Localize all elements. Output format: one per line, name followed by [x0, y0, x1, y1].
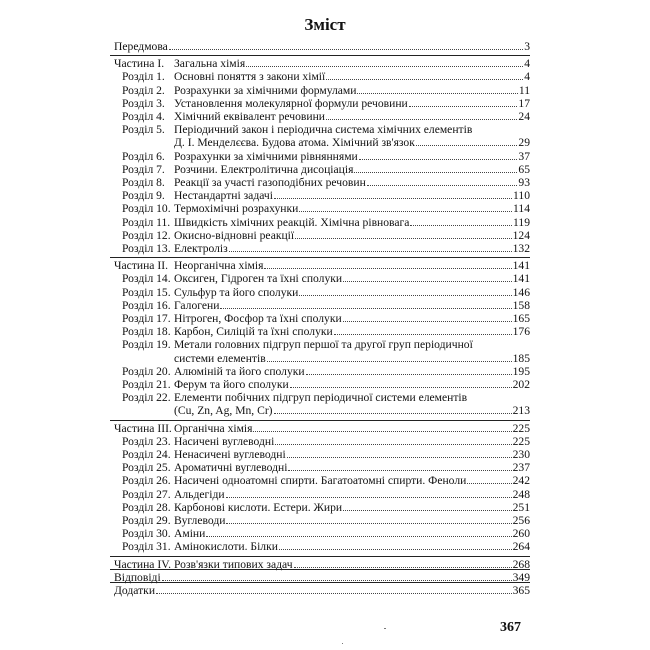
toc-entry-title: Сульфур та його сполуки: [174, 285, 299, 299]
toc-entry-label: Розділ 22.: [122, 391, 171, 405]
toc-entry-page: 237: [512, 461, 530, 475]
toc-section-entry: [110, 378, 530, 391]
toc-entry-page: 230: [512, 448, 530, 461]
toc-entry-page: 141: [512, 272, 530, 286]
toc-section-entry: [110, 435, 530, 448]
toc-entry-label: Розділ 15.: [122, 285, 171, 299]
toc-entry-title: Неорганічна хімія: [174, 259, 264, 273]
toc-entry-label: Розділ 24.: [122, 448, 171, 461]
dot-leader: [299, 294, 511, 296]
dot-leader: [467, 482, 511, 484]
toc-entry-page: 158: [512, 298, 530, 312]
dot-leader: [288, 469, 511, 471]
toc-entry-label: Розділ 18.: [122, 325, 171, 339]
dot-leader: [359, 158, 518, 160]
toc-section-entry: [110, 202, 530, 215]
toc-entry-page: 24: [518, 110, 530, 123]
toc-entry-title: Алюміній та його сполуки: [174, 364, 305, 378]
toc-entry-title: Ферум та його сполуки: [174, 378, 289, 391]
toc-entry-page: 3: [524, 40, 530, 53]
dot-leader: [294, 566, 512, 568]
toc-entry-label: Розділ 21.: [122, 378, 171, 391]
toc-entry-page: 225: [512, 434, 530, 448]
toc-entry-title: Реакції за участі газоподібних речовин: [174, 176, 366, 189]
toc-section-entry: [110, 123, 530, 149]
toc-section-entry: [110, 448, 530, 461]
toc-entry-title: Розчини. Електролітична дисоціація: [174, 162, 354, 176]
toc-entry-label: Розділ 31.: [122, 540, 171, 554]
toc-entry-title: Електроліз: [174, 242, 228, 255]
section-divider: [110, 582, 530, 583]
toc-section-entry: [110, 488, 530, 501]
dot-leader: [299, 210, 512, 212]
section-divider: [110, 569, 530, 570]
toc-entry-title: Амінокислоти. Білки: [174, 540, 278, 554]
dot-leader: [326, 118, 517, 120]
toc-entry-page: 260: [512, 527, 530, 541]
toc-entry-page: 4: [524, 70, 530, 84]
toc-entry-page: 225: [512, 421, 530, 435]
toc-entry-page: 141: [512, 259, 530, 273]
toc-entry-label: Розділ 13.: [122, 242, 171, 255]
toc-entry-page: 256: [512, 514, 530, 527]
dot-leader: [290, 386, 512, 388]
toc-entry-label: Розділ 7.: [122, 162, 165, 176]
dot-leader: [267, 360, 512, 362]
toc-section-entry: [110, 474, 530, 487]
toc-entry-title: Відповіді: [114, 570, 161, 584]
toc-entry-title: Карбон, Силіцій та їхні сполуки: [174, 325, 333, 339]
toc-entry-page: 264: [512, 540, 530, 554]
toc-section-entry: [110, 461, 530, 474]
toc-section-entry: [110, 338, 530, 364]
toc-entry-title: Насичені вуглеводні: [174, 434, 275, 448]
toc-entry-title: Загальна хімія: [174, 57, 246, 71]
dot-leader: [162, 579, 512, 581]
toc-section-entry: [110, 312, 530, 325]
dot-leader: [343, 320, 512, 322]
section-divider: [110, 55, 530, 56]
toc-entry-page: 29: [518, 136, 530, 150]
toc-section-entry: [110, 189, 530, 202]
toc-entry-page: 37: [518, 149, 530, 163]
toc-entry-page: 110: [513, 189, 530, 203]
toc-entry-title: (Cu, Zn, Ag, Mn, Cr): [174, 404, 273, 418]
dot-leader: [354, 171, 517, 173]
dot-leader: [274, 412, 512, 414]
toc-entry-title: Карбонові кислоти. Естери. Жири: [174, 500, 343, 514]
toc-section-entry: [110, 365, 530, 378]
toc-part-entry: [110, 57, 530, 70]
page-title: Зміст: [304, 15, 346, 34]
dot-leader: [275, 443, 511, 445]
toc-entry-label: Розділ 6.: [122, 149, 165, 163]
dot-leader: [416, 144, 518, 146]
toc-section-entry: [110, 216, 530, 229]
dot-leader: [367, 184, 518, 186]
dot-leader: [169, 48, 523, 50]
dot-leader: [279, 548, 512, 550]
toc-entry-label: Розділ 16.: [122, 298, 171, 312]
toc-section-entry: [110, 272, 530, 285]
toc-section-entry: [110, 110, 530, 123]
dot-leader: [246, 65, 523, 67]
dot-leader: [264, 267, 511, 269]
dot-leader: [226, 496, 512, 498]
toc-entry-title: Елементи побічних підгруп періодичної системи елементів: [174, 391, 468, 405]
toc-entry-title: Метали головних підгруп першої та другої груп періодичної: [174, 338, 473, 352]
toc-section-entry: [110, 229, 530, 242]
toc-entry-page: 11: [518, 83, 530, 97]
toc-entry-label: Розділ 3.: [122, 96, 165, 110]
toc-entry-page: 132: [512, 242, 530, 255]
toc-entry-title: Хімічний еквівалент речовини: [174, 110, 326, 123]
toc-entry-title: Альдегіди: [174, 487, 225, 501]
toc-entry-title: Нітроген, Фосфор та їхні сполуки: [174, 312, 342, 325]
toc-entry-page: 349: [512, 570, 530, 584]
toc-entry-page: 65: [518, 162, 530, 176]
toc-entry-title: Оксиген, Гідроген та їхні сполуки: [174, 272, 343, 286]
toc-entry-page: 195: [512, 364, 530, 378]
dot-leader: [229, 250, 512, 252]
toc-entry-label: Розділ 23.: [122, 434, 171, 448]
dot-leader: [226, 522, 511, 524]
toc-entry-page: 17: [518, 96, 530, 110]
toc-entry-page: 119: [513, 215, 530, 229]
toc-entry-label: Розділ 9.: [122, 189, 165, 203]
toc-entry-label: Частина IV.: [114, 557, 171, 571]
toc-entry-title: Термохімічні розрахунки: [174, 202, 299, 216]
toc-section-entry: [110, 391, 530, 417]
toc-entry-title: Вуглеводи: [174, 514, 226, 527]
dot-leader: [343, 509, 511, 511]
toc-section-entry: [110, 527, 530, 540]
toc-entry-title: Галогени: [174, 298, 220, 312]
toc-section-entry: [110, 299, 530, 312]
dot-leader: [357, 92, 517, 94]
dot-leader: [156, 592, 512, 594]
print-speck: [384, 628, 386, 629]
toc-section-entry: [110, 176, 530, 189]
toc-section-entry: [110, 540, 530, 553]
toc-entry-title: Додатки: [114, 584, 156, 597]
toc-entry-title: Органічна хімія: [174, 421, 253, 435]
dot-leader: [220, 307, 511, 309]
toc-entry-page: 202: [512, 378, 530, 391]
toc-entry-label: Розділ 1.: [122, 70, 165, 84]
dot-leader: [410, 224, 512, 226]
toc-entry-label: Розділ 19.: [122, 338, 171, 352]
toc-entry-title: Ароматичні вуглеводні: [174, 461, 288, 475]
toc-entry-page: 4: [524, 57, 530, 71]
toc-entry-label: Частина ІІ.: [114, 259, 168, 273]
toc-entry-page: 165: [512, 312, 530, 325]
toc-entry-page: 124: [512, 228, 530, 242]
toc-section-entry: [110, 514, 530, 527]
toc-entry-label: Розділ 10.: [122, 202, 171, 216]
toc-entry-label: Частина ІІІ.: [114, 421, 172, 435]
toc-entry-label: Розділ 2.: [122, 83, 165, 97]
toc-entry-page: 251: [512, 500, 530, 514]
toc-entry-label: Розділ 8.: [122, 176, 165, 189]
toc-entry-label: Розділ 26.: [122, 474, 171, 488]
toc-section-entry: [110, 70, 530, 83]
toc-section-entry: [110, 325, 530, 338]
toc-section-entry: [110, 501, 530, 514]
toc-entry-label: Розділ 12.: [122, 228, 171, 242]
dot-leader: [287, 456, 512, 458]
toc-section-entry: [110, 84, 530, 97]
toc-top-entry: [110, 584, 530, 597]
toc-entry-label: Розділ 17.: [122, 312, 171, 325]
toc-entry-page: 146: [512, 285, 530, 299]
toc-entry-page: 268: [512, 557, 530, 571]
page-number: 367: [500, 620, 521, 635]
toc-entry-title: Аміни: [174, 527, 206, 541]
toc-entry-page: 213: [512, 404, 530, 418]
toc-entry-label: Розділ 20.: [122, 364, 171, 378]
toc-entry-label: Частина І.: [114, 57, 165, 71]
toc-entry-page: 248: [512, 487, 530, 501]
dot-leader: [306, 373, 512, 375]
toc-entry-label: Розділ 5.: [122, 123, 165, 137]
toc-entry-label: Розділ 14.: [122, 272, 171, 286]
toc-entry-page: 176: [512, 325, 530, 339]
toc-entry-label: Розділ 11.: [122, 215, 171, 229]
toc-section-entry: [110, 286, 530, 299]
toc-entry-title: Передмова: [114, 40, 168, 53]
toc-section-entry: [110, 97, 530, 110]
toc-entry-title: Розрахунки за хімічними формулами: [174, 83, 357, 97]
dot-leader: [334, 333, 512, 335]
dot-leader: [274, 197, 512, 199]
toc-entry-title: Насичені одноатомні спирти. Багатоатомні спирти. Феноли: [174, 474, 467, 488]
toc-entry-title: Розв'язки типових задач: [174, 557, 293, 571]
toc-section-entry: [110, 242, 530, 255]
dot-leader: [253, 430, 511, 432]
toc-entry-label: Розділ 25.: [122, 461, 171, 475]
toc-entry-title: Основні поняття з закони хімії: [174, 70, 326, 84]
toc-part-entry: [110, 259, 530, 272]
toc-entry-page: 114: [513, 202, 530, 216]
toc-entry-label: Розділ 29.: [122, 514, 171, 527]
dot-leader: [326, 78, 523, 80]
toc-entry-label: Розділ 27.: [122, 487, 171, 501]
toc-entry-page: 242: [512, 474, 530, 488]
toc-top-entry: [110, 40, 530, 53]
section-divider: [110, 257, 530, 258]
toc-entry-label: Розділ 4.: [122, 110, 165, 123]
dot-leader: [409, 105, 518, 107]
print-speck: [342, 643, 343, 644]
toc-section-entry: [110, 150, 530, 163]
toc-entry-title: Швидкість хімічних реакцій. Хімічна рівновага: [174, 215, 410, 229]
toc-entry-title: Ненасичені вуглеводні: [174, 448, 286, 461]
section-divider: [110, 556, 530, 557]
toc-entry-page: 93: [518, 176, 530, 189]
dot-leader: [343, 280, 512, 282]
toc-entry-title: Періодичний закон і періодична система хімічних елементів: [174, 123, 473, 137]
dot-leader: [206, 535, 511, 537]
toc-entry-title: Д. І. Менделєєва. Будова атома. Хімічний зв'язок: [174, 136, 415, 150]
dot-leader: [295, 237, 511, 239]
toc-entry-title: Розрахунки за хімічними рівняннями: [174, 149, 358, 163]
toc-entry-label: Розділ 28.: [122, 500, 171, 514]
toc-entry-title: системи елементів: [174, 351, 266, 365]
toc-entry-title: Окисно-відновні реакції: [174, 228, 295, 242]
toc-entry-title: Установлення молекулярної формули речовини: [174, 96, 408, 110]
section-divider: [110, 420, 530, 421]
toc-entry-page: 365: [512, 584, 530, 597]
toc-entry-label: Розділ 30.: [122, 527, 171, 541]
toc-section-entry: [110, 163, 530, 176]
toc-entry-title: Нестандартні задачі: [174, 189, 273, 203]
toc-entry-page: 185: [512, 351, 530, 365]
toc-part-entry: [110, 422, 530, 435]
